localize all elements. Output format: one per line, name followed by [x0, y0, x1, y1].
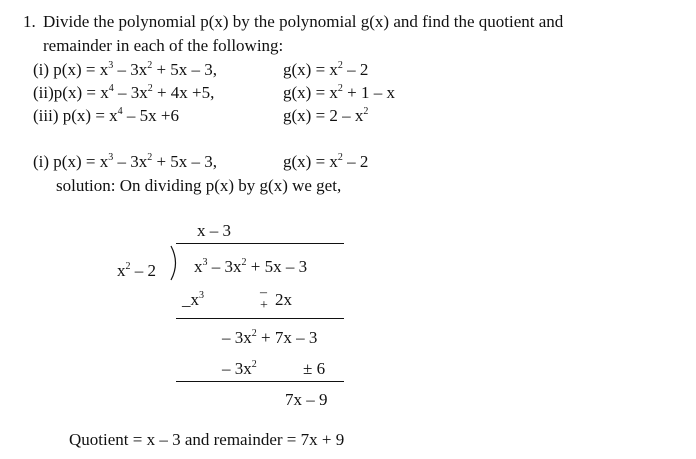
part-ii-g: [283, 84, 395, 101]
exponent: 2: [125, 261, 131, 272]
division-quotient: x – 3: [197, 221, 231, 240]
division-bar: [176, 243, 344, 244]
dividend-term: x: [194, 257, 203, 276]
exponent: 4: [117, 106, 123, 117]
remainder-term: + 7x – 3: [256, 328, 318, 347]
exponent: 2: [147, 83, 153, 94]
g-expression: g(x) = x: [283, 83, 338, 102]
exponent: 2: [147, 60, 153, 71]
question-line-1: Divide the polynomial p(x) by the polynomial g(x) and find the quotient and: [43, 12, 564, 31]
subtract-sign: _: [182, 290, 191, 309]
division-sub2-first: [222, 360, 257, 377]
part-i-g: [283, 61, 368, 78]
g-expression: g(x) = x: [283, 152, 338, 171]
question-line-2: remainder in each of the following:: [43, 36, 284, 55]
p-expression-tail: + 5x – 3,: [152, 60, 218, 79]
sub-term: x: [190, 290, 199, 309]
part-label: (iii): [33, 106, 63, 125]
solution-intro: solution: On dividing p(x) by g(x) we get,: [56, 176, 342, 195]
division-sub1-second: 2x: [275, 290, 292, 309]
p-expression: p(x) = x: [53, 60, 109, 79]
dividend-term: + 5x – 3: [246, 257, 308, 276]
part-ii-p: [33, 84, 214, 101]
p-expression-rest: – 3x: [113, 60, 148, 79]
exponent: 3: [199, 290, 204, 301]
division-bracket: [169, 245, 183, 281]
divisor-tail: – 2: [130, 261, 156, 280]
solution-restated-g: [283, 153, 368, 170]
p-expression-rest: – 3x: [113, 152, 148, 171]
exponent: 2: [147, 152, 153, 163]
g-expression-tail: – 2: [342, 60, 369, 79]
exponent: 3: [202, 257, 208, 268]
solution-conclusion: Quotient = x – 3 and remainder = 7x + 9: [69, 430, 345, 449]
sub-term: 6: [312, 359, 326, 378]
division-divisor: [117, 262, 156, 279]
exponent: 2: [337, 60, 343, 71]
sub-term: – 3x: [222, 359, 252, 378]
exponent: 2: [337, 83, 343, 94]
p-expression: p(x) = x: [53, 83, 109, 102]
part-label: (i): [33, 60, 54, 79]
p-expression-tail: + 4x +5,: [152, 83, 215, 102]
part-label: (i): [33, 152, 54, 171]
g-expression: g(x) = 2 – x: [283, 106, 364, 125]
exponent: 3: [108, 60, 114, 71]
exponent: 2: [337, 152, 343, 163]
p-expression: p(x) = x: [62, 106, 118, 125]
division-sub1-first: [182, 291, 204, 308]
division-rule-1: [176, 318, 344, 319]
g-expression-tail: + 1 – x: [342, 83, 396, 102]
exponent: 2: [363, 106, 369, 117]
question-number: 1.: [23, 12, 36, 31]
p-expression-rest: – 5x +6: [122, 106, 180, 125]
exponent: 4: [108, 83, 114, 94]
divisor-base: x: [117, 261, 126, 280]
exponent: 2: [251, 359, 257, 370]
division-dividend: [194, 258, 307, 275]
g-expression: g(x) = x: [283, 60, 338, 79]
p-expression: p(x) = x: [53, 152, 109, 171]
exponent: 2: [241, 257, 247, 268]
division-remainder-1: [222, 329, 317, 346]
division-sub2-second: [303, 360, 325, 377]
division-rule-2: [176, 381, 344, 382]
remainder-term: – 3x: [222, 328, 252, 347]
part-label: (ii): [33, 83, 54, 102]
sign-plus-bottom: +: [260, 298, 268, 313]
part-iii-g: [283, 107, 368, 124]
plus-minus-sign: ±: [303, 359, 313, 378]
division-final-remainder: 7x – 9: [285, 390, 328, 409]
sign-minus-top: –: [260, 285, 267, 300]
exponent: 3: [108, 152, 114, 163]
solution-restated-p: [33, 153, 217, 170]
g-expression-tail: – 2: [342, 152, 369, 171]
part-iii-p: [33, 107, 179, 124]
exponent: 2: [251, 328, 257, 339]
p-expression-tail: + 5x – 3,: [152, 152, 218, 171]
dividend-term: – 3x: [207, 257, 242, 276]
part-i-p: [33, 61, 217, 78]
p-expression-rest: – 3x: [113, 83, 148, 102]
